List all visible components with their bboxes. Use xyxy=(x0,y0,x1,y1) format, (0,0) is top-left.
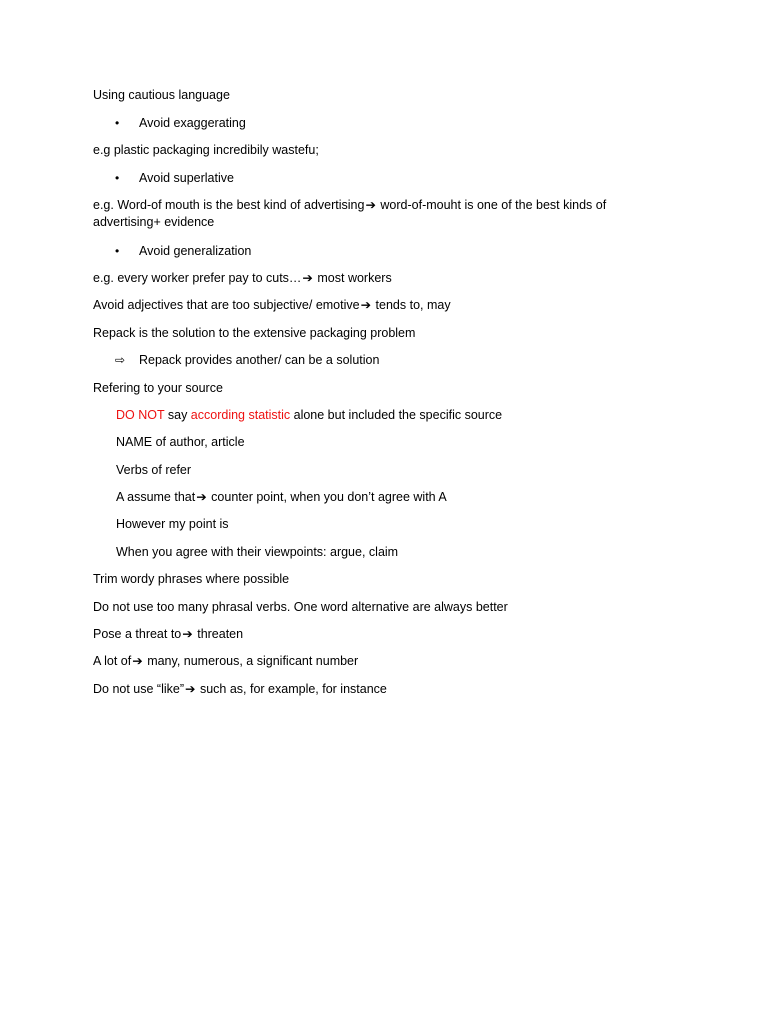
example-line: e.g plastic packaging incredibily wastefu; xyxy=(93,143,319,157)
text-line: Pose a threat to➔ threaten xyxy=(93,627,244,641)
text-line: Do not use “like”➔ such as, for example, for instance xyxy=(93,682,387,696)
indented-line: Verbs of refer xyxy=(116,463,192,477)
indented-line: DO NOT say according statistic alone but included the specific source xyxy=(116,408,503,422)
text-line: Trim wordy phrases where possible xyxy=(93,572,290,586)
arrow-icon: ➔ xyxy=(185,682,196,696)
arrow-icon: ➔ xyxy=(302,271,313,285)
bullet-item: • Avoid superlative xyxy=(115,171,234,185)
text-line: A lot of➔ many, numerous, a significant number xyxy=(93,654,359,668)
text-line: Avoid adjectives that are too subjective/ emotive➔ tends to, may xyxy=(93,298,451,312)
emphasis-red: according statistic xyxy=(190,408,291,422)
bullet-icon: • xyxy=(115,171,120,185)
indented-line: When you agree with their viewpoints: argue, claim xyxy=(116,545,399,559)
arrow-icon: ➔ xyxy=(182,627,193,641)
hollow-arrow-icon: ⇨ xyxy=(115,353,126,367)
text-line: Repack is the solution to the extensive packaging problem xyxy=(93,326,416,340)
bullet-icon: • xyxy=(115,116,120,130)
emphasis-red: DO NOT xyxy=(116,408,165,422)
arrow-icon: ➔ xyxy=(196,490,207,504)
arrow-icon: ➔ xyxy=(365,198,376,212)
indented-line: A assume that➔ counter point, when you don’t agree with A xyxy=(116,490,447,504)
text-line: Do not use too many phrasal verbs. One word alternative are always better xyxy=(93,600,508,614)
heading-source: Refering to your source xyxy=(93,381,223,395)
example-line: e.g. Word-of mouth is the best kind of advertising➔ word-of-mouht is one of the best kinds of advertising+ evidence xyxy=(93,198,607,229)
arrow-icon: ➔ xyxy=(360,298,372,312)
arrow-bullet-item: ⇨ Repack provides another/ can be a solution xyxy=(115,353,380,367)
heading-cautious-language: Using cautious language xyxy=(93,88,230,102)
bullet-item: • Avoid generalization xyxy=(115,244,252,258)
example-line: e.g. every worker prefer pay to cuts…➔ most workers xyxy=(93,271,392,285)
indented-line: However my point is xyxy=(116,517,229,531)
arrow-icon: ➔ xyxy=(132,654,143,668)
bullet-icon: • xyxy=(115,244,120,258)
indented-line: NAME of author, article xyxy=(116,435,245,449)
bullet-item: • Avoid exaggerating xyxy=(115,116,246,130)
